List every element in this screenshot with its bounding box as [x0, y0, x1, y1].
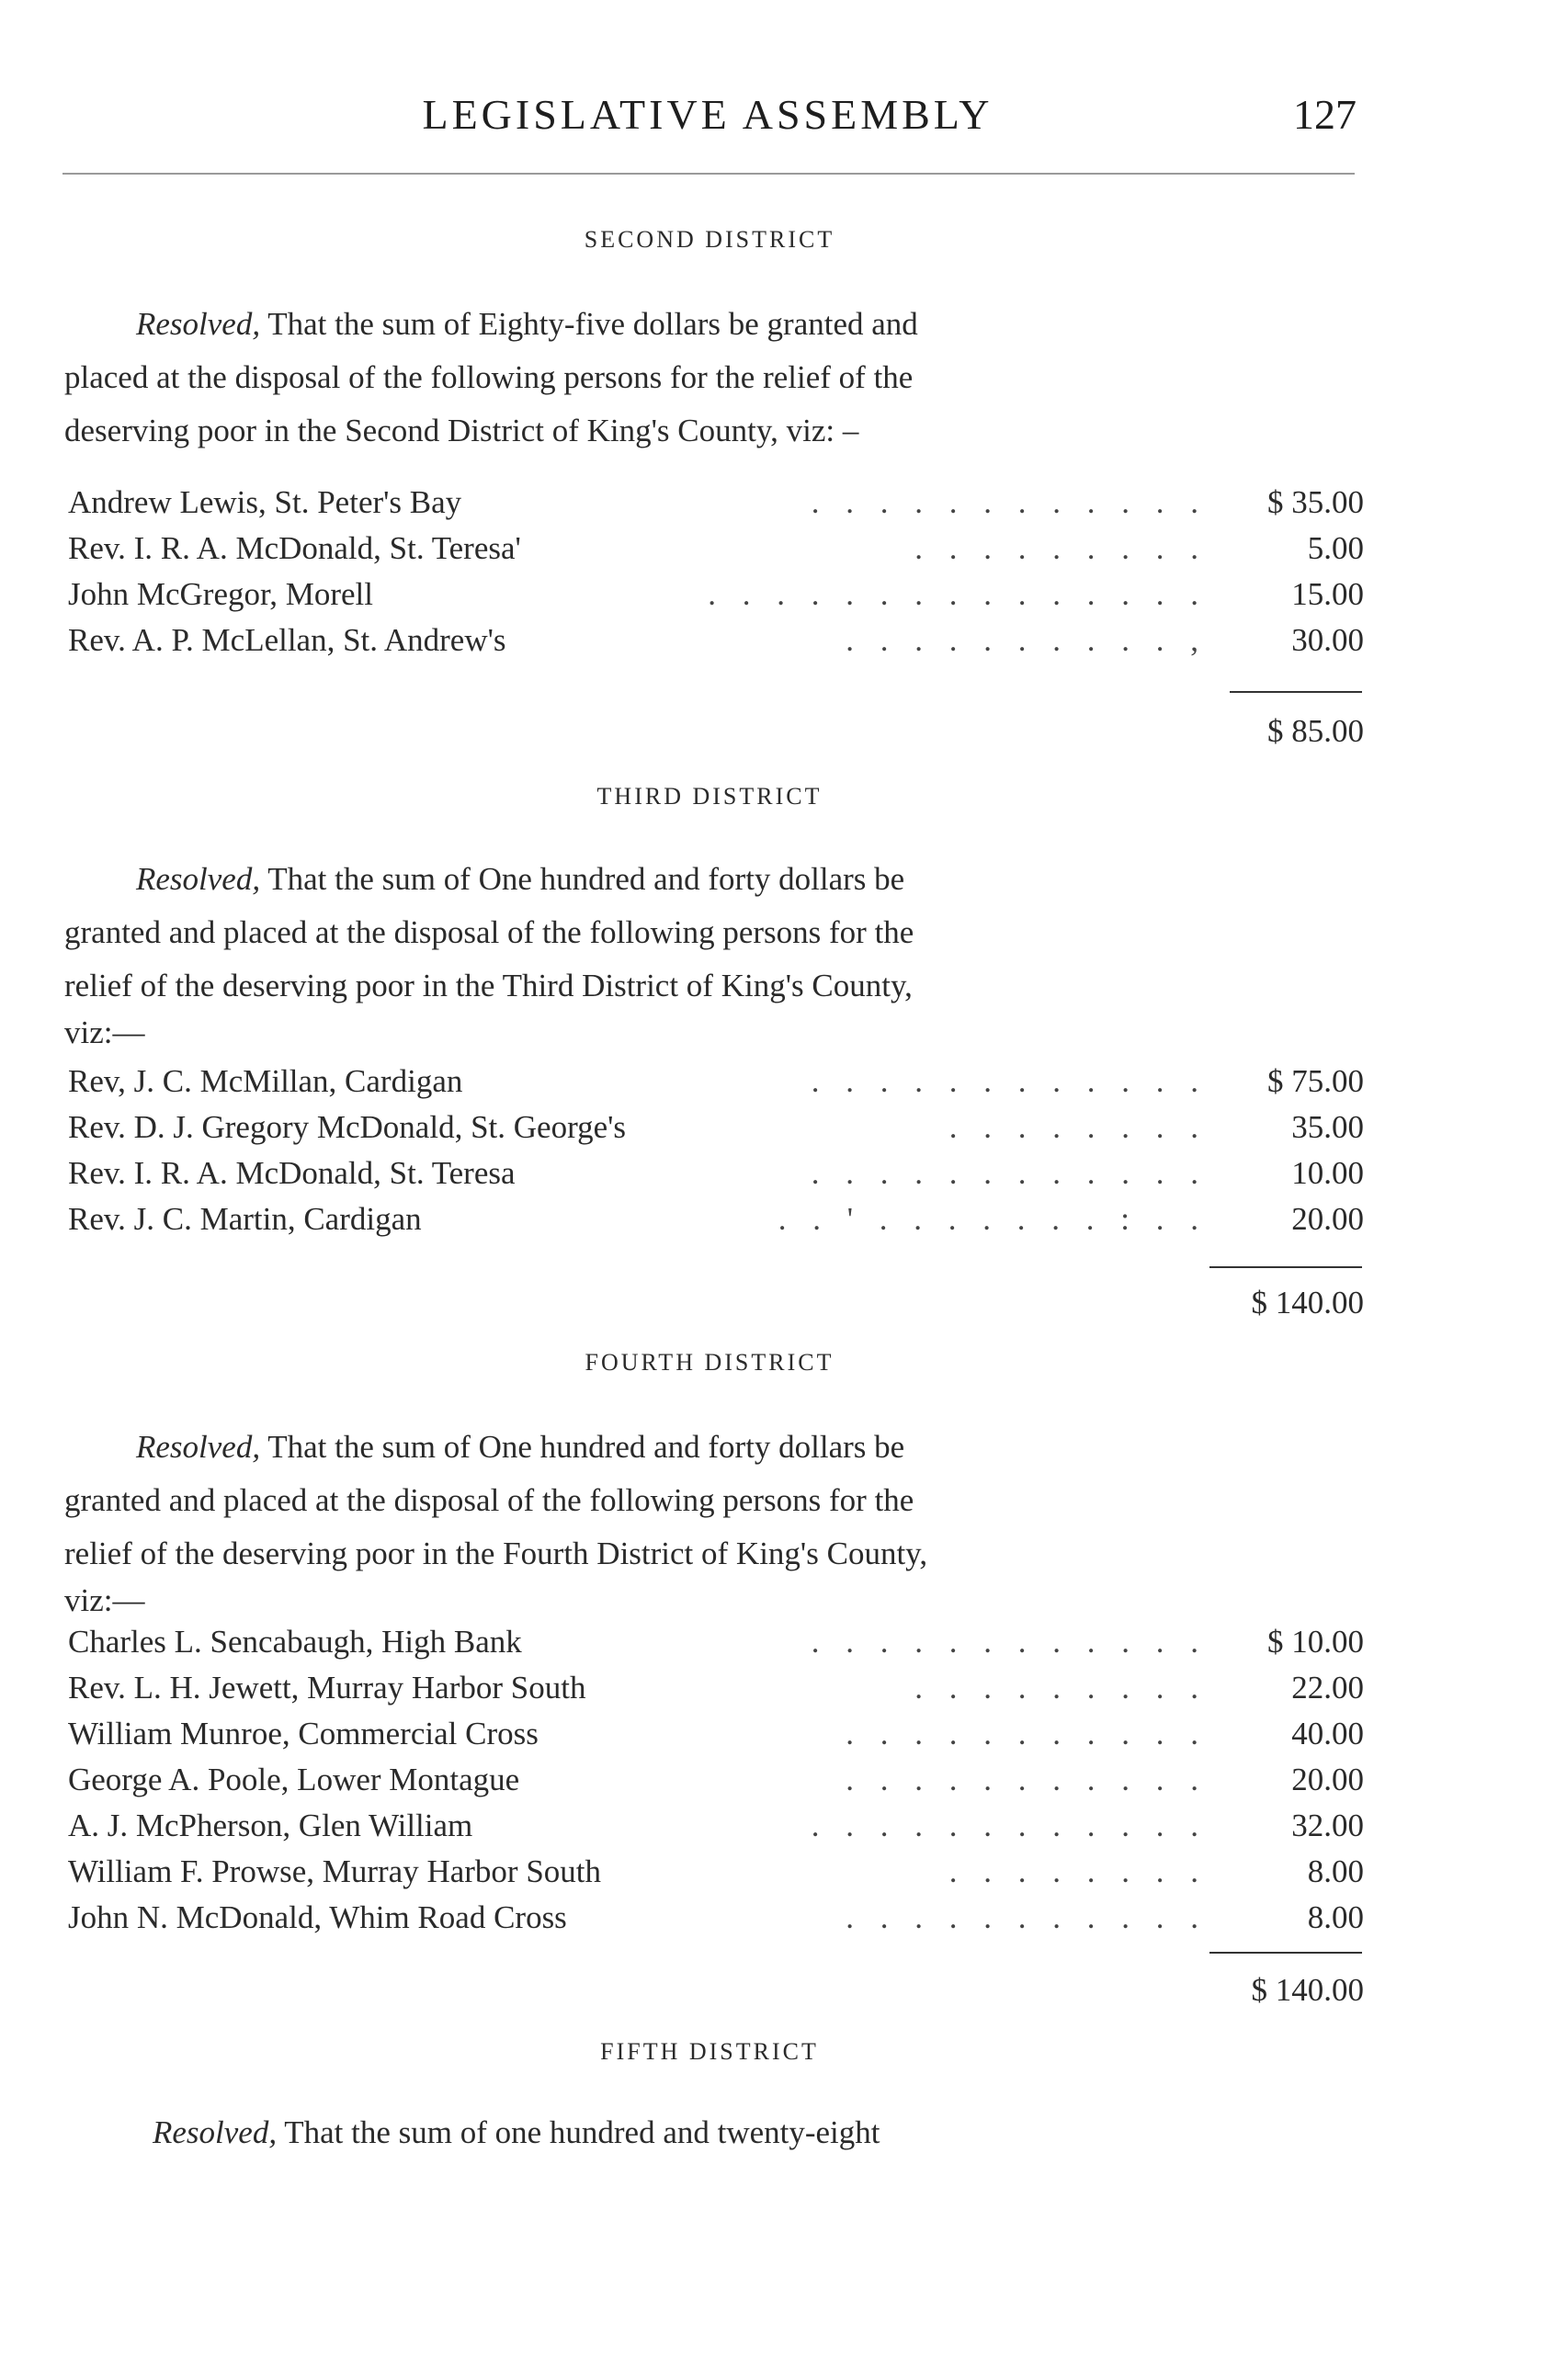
leader-dots: . . . . . . . . .: [914, 1670, 1208, 1706]
list-item: [68, 1196, 1364, 1242]
section-heading-fourth-district: FOURTH DISTRICT: [585, 1349, 834, 1376]
payee-name: William F. Prowse, Murray Harbor South: [68, 1853, 602, 1889]
list-item: [68, 1803, 1364, 1849]
list-item: [68, 572, 1364, 618]
amount: 32.00: [1291, 1808, 1364, 1843]
payee-name: Rev. L. H. Jewett, Murray Harbor South: [68, 1670, 586, 1706]
amount: 10.00: [1291, 1155, 1364, 1191]
list-item: [68, 1711, 1364, 1757]
payee-name: Charles L. Sencabaugh, High Bank: [68, 1624, 522, 1660]
total-rule: [1230, 691, 1362, 693]
leader-dots: . . . . . . . . .: [914, 530, 1208, 566]
resolution-text: That the sum of One hundred and forty dollars be: [267, 1429, 905, 1465]
leader-dots: . . . . . . . . . . .: [846, 1762, 1208, 1797]
resolution-text: That the sum of one hundred and twenty-eight: [284, 2114, 880, 2150]
amount: 15.00: [1291, 576, 1364, 612]
resolution-text: That the sum of One hundred and forty dollars be: [267, 861, 905, 897]
resolution-fifth-district: [64, 2106, 1213, 2159]
payee-name: Andrew Lewis, St. Peter's Bay: [68, 484, 462, 520]
resolved-word: Resolved,: [153, 2114, 278, 2150]
resolution-line: viz:—: [64, 1014, 145, 1050]
list-item: [68, 526, 1364, 572]
leader-dots: . . . . . . . . . . . .: [811, 1624, 1208, 1660]
resolved-word: Resolved,: [136, 306, 261, 342]
payee-name: George A. Poole, Lower Montague: [68, 1762, 520, 1797]
payee-name: Rev. J. C. Martin, Cardigan: [68, 1201, 422, 1237]
page-header: [64, 90, 1357, 145]
list-item: [68, 618, 1364, 663]
amount: 20.00: [1291, 1762, 1364, 1797]
total-rule: [1209, 1952, 1362, 1954]
leader-dots: . . ' . . . . . . . : . .: [778, 1201, 1208, 1237]
resolved-word: Resolved,: [136, 861, 261, 897]
amount: $ 10.00: [1267, 1624, 1364, 1660]
district-total: $ 140.00: [1251, 1285, 1364, 1320]
resolution-line: deserving poor in the Second District of King's County, viz: –: [64, 413, 859, 448]
resolution-second-district: [64, 298, 1213, 458]
total-rule: [1209, 1266, 1362, 1268]
district-total: $ 85.00: [1267, 713, 1364, 749]
resolved-word: Resolved,: [136, 1429, 261, 1465]
payee-name: Rev. I. R. A. McDonald, St. Teresa': [68, 530, 521, 566]
amount: 35.00: [1291, 1109, 1364, 1145]
leader-dots: . . . . . . . .: [948, 1109, 1208, 1145]
amount: $ 35.00: [1267, 484, 1364, 520]
leader-dots: . . . . . . . . . . . . . . .: [708, 576, 1208, 612]
amount: 5.00: [1307, 530, 1364, 566]
payee-name: John N. McDonald, Whim Road Cross: [68, 1899, 567, 1935]
list-item: [68, 480, 1364, 526]
resolution-text: That the sum of Eighty-five dollars be granted and: [267, 306, 918, 342]
leader-dots: . . . . . . . .: [948, 1853, 1208, 1889]
list-item: [68, 1895, 1364, 1941]
list-item: [68, 1150, 1364, 1196]
entries-third-district: [68, 1059, 1364, 1242]
amount: 8.00: [1307, 1853, 1364, 1889]
leader-dots: . . . . . . . . . . . .: [811, 1063, 1208, 1099]
section-heading-third-district: THIRD DISTRICT: [596, 783, 823, 810]
payee-name: A. J. McPherson, Glen William: [68, 1808, 473, 1843]
page-number: 127: [1293, 91, 1357, 138]
resolution-line: relief of the deserving poor in the Fourth District of King's County,: [64, 1536, 928, 1571]
payee-name: William Munroe, Commercial Cross: [68, 1716, 539, 1751]
payee-name: Rev, J. C. McMillan, Cardigan: [68, 1063, 463, 1099]
resolution-line: [64, 298, 1213, 351]
section-heading-second-district: SECOND DISTRICT: [584, 226, 835, 253]
leader-dots: . . . . . . . . . . . .: [811, 1155, 1208, 1191]
leader-dots: . . . . . . . . . . .: [846, 1899, 1208, 1935]
leader-dots: . . . . . . . . . . . .: [811, 484, 1208, 520]
amount: 30.00: [1291, 622, 1364, 658]
section-heading-fifth-district: FIFTH DISTRICT: [600, 2038, 819, 2065]
resolution-line: granted and placed at the disposal of the following persons for the: [64, 1482, 914, 1518]
list-item: [68, 1059, 1364, 1105]
list-item: [68, 1757, 1364, 1803]
resolution-line: [64, 1421, 1213, 1474]
payee-name: Rev. I. R. A. McDonald, St. Teresa: [68, 1155, 516, 1191]
amount: 22.00: [1291, 1670, 1364, 1706]
leader-dots: . . . . . . . . . . . .: [811, 1808, 1208, 1843]
resolution-line: granted and placed at the disposal of the following persons for the: [64, 914, 914, 950]
list-item: [68, 1619, 1364, 1665]
district-total: $ 140.00: [1251, 1972, 1364, 2008]
leader-dots: . . . . . . . . . . ,: [846, 622, 1208, 658]
running-title: LEGISLATIVE ASSEMBLY: [422, 91, 993, 138]
list-item: [68, 1849, 1364, 1895]
payee-name: Rev. A. P. McLellan, St. Andrew's: [68, 622, 506, 658]
leader-dots: . . . . . . . . . . .: [846, 1716, 1208, 1751]
resolution-third-district: [64, 853, 1213, 1053]
resolution-line: [64, 853, 1213, 906]
resolution-line: placed at the disposal of the following persons for the relief of the: [64, 359, 914, 395]
amount: 40.00: [1291, 1716, 1364, 1751]
amount: 8.00: [1307, 1899, 1364, 1935]
list-item: [68, 1105, 1364, 1150]
entries-second-district: [68, 480, 1364, 663]
resolution-line: viz:—: [64, 1582, 145, 1618]
list-item: [68, 1665, 1364, 1711]
amount: $ 75.00: [1267, 1063, 1364, 1099]
header-rule: [62, 173, 1355, 175]
entries-fourth-district: [68, 1619, 1364, 1941]
resolution-line: relief of the deserving poor in the Third District of King's County,: [64, 968, 913, 1003]
payee-name: John McGregor, Morell: [68, 576, 374, 612]
payee-name: Rev. D. J. Gregory McDonald, St. George's: [68, 1109, 627, 1145]
amount: 20.00: [1291, 1201, 1364, 1237]
resolution-line: [64, 2106, 1213, 2159]
resolution-fourth-district: [64, 1421, 1213, 1621]
